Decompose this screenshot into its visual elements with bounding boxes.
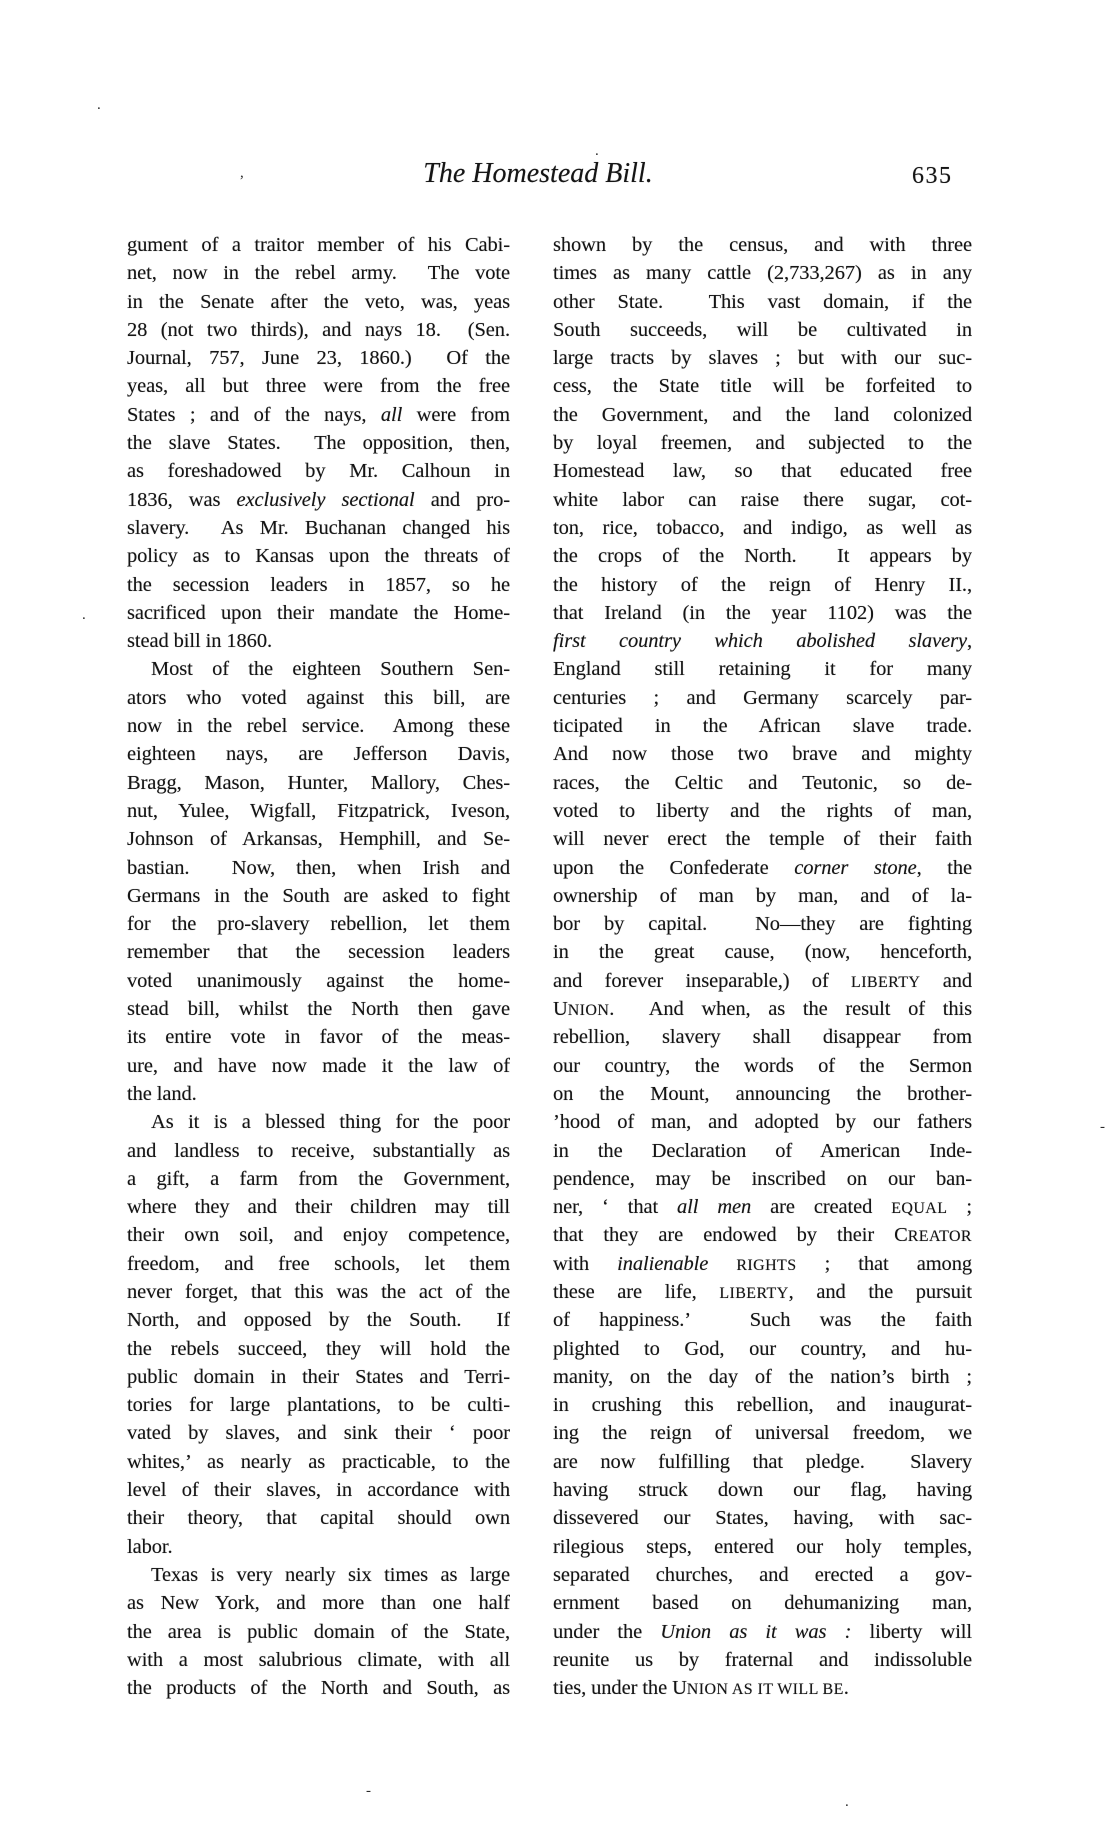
text-run: slavery. As Mr. Buchanan changed his (127, 516, 510, 539)
text-run: pendence, may be inscribed on our ban- (553, 1167, 972, 1190)
text-run (708, 1253, 736, 1275)
small-caps-text-run: NION (567, 1002, 610, 1020)
text-line (553, 1391, 972, 1419)
text-line (553, 1335, 972, 1363)
text-run: cess, the State title will be forfeited to (553, 375, 972, 398)
text-run: Germans in the South are asked to fight (127, 884, 510, 907)
text-run: Bragg, Mason, Hunter, Mallory, Ches- (127, 771, 510, 794)
text-run: . (843, 1677, 849, 1700)
text-run: plighted to God, our country, and hu- (553, 1337, 972, 1360)
text-line (553, 740, 972, 768)
text-line (553, 1052, 972, 1080)
text-run: the slave States. The opposition, then, (127, 432, 510, 455)
small-caps-text-run: EQUAL (891, 1200, 948, 1218)
text-run: Texas is very nearly six times as large (151, 1563, 510, 1586)
scan-speck: . (97, 97, 101, 113)
text-line (127, 571, 510, 599)
text-run: reunite us by fraternal and indissoluble (553, 1648, 972, 1671)
text-line (553, 995, 972, 1023)
text-run: voted unanimously against the home- (127, 969, 510, 992)
scan-speck: . (845, 1794, 849, 1810)
text-run: other State. This vast domain, if the (553, 290, 972, 313)
text-column-right (553, 231, 972, 1702)
text-line (553, 344, 972, 372)
text-run: were from (402, 403, 510, 426)
text-column-left (127, 231, 510, 1702)
text-line (127, 486, 510, 514)
text-run: U (553, 998, 568, 1021)
text-run: having struck down our flag, having (553, 1479, 972, 1502)
text-line (553, 542, 972, 570)
text-run: the secession leaders in 1857, so he (127, 573, 510, 596)
text-run: their theory, that capital should own (127, 1507, 510, 1530)
text-run: ; that among (796, 1252, 972, 1275)
text-run: under the (553, 1620, 661, 1643)
text-line (127, 542, 510, 570)
text-run: stead bill in 1860. (127, 630, 273, 653)
italic-text-run: corner stone (794, 856, 917, 879)
text-line (127, 401, 510, 429)
text-run: rebellion, slavery shall disappear from (553, 1026, 972, 1049)
text-run: separated churches, and erected a gov- (553, 1563, 972, 1586)
text-line (553, 655, 972, 683)
text-run: , the (916, 856, 972, 879)
text-run: ties, under the U (553, 1677, 687, 1700)
text-line (553, 231, 972, 259)
text-run: never forget, that this was the act of the (127, 1280, 510, 1303)
text-run: in the Declaration of American Inde- (553, 1139, 972, 1162)
text-line (127, 1221, 510, 1249)
text-line (127, 1052, 510, 1080)
text-run: 28 (not two thirds), and nays 18. (Sen. (127, 318, 510, 341)
text-line (127, 1023, 510, 1051)
small-caps-text-run: LIBERTY (719, 1284, 789, 1302)
scan-speck: . (82, 607, 86, 623)
text-line (553, 1023, 972, 1051)
text-line (127, 910, 510, 938)
text-line (553, 1193, 972, 1221)
text-run: dissevered our States, having, with sac- (553, 1507, 972, 1530)
text-line (127, 627, 510, 655)
text-run: white labor can raise there sugar, cot- (553, 488, 972, 511)
text-line (553, 401, 972, 429)
text-line (127, 599, 510, 627)
text-line (553, 1419, 972, 1447)
text-run: 1836, was (127, 488, 237, 511)
text-line (127, 1391, 510, 1419)
text-run: on the Mount, announcing the brother- (553, 1082, 972, 1105)
small-caps-text-run: LIBERTY (851, 973, 921, 991)
text-line (127, 344, 510, 372)
text-run: North, and opposed by the South. If (127, 1309, 510, 1332)
text-run: eighteen nays, are Jefferson Davis, (127, 743, 510, 766)
text-run: large tracts by slaves ; but with our suc- (553, 347, 972, 370)
text-run: England still retaining it for many (553, 658, 972, 681)
text-line (127, 938, 510, 966)
text-run: As it is a blessed thing for the poor (151, 1111, 510, 1134)
text-line (553, 1448, 972, 1476)
text-run: races, the Celtic and Teutonic, so de- (553, 771, 972, 794)
text-run: Journal, 757, June 23, 1860.) Of the (127, 347, 510, 370)
text-line (127, 825, 510, 853)
scan-speck: - (1100, 1119, 1105, 1135)
text-run: stead bill, whilst the North then gave (127, 998, 510, 1021)
text-run: yeas, all but three were from the free (127, 375, 510, 398)
text-run: vated by slaves, and sink their ‘ poor (127, 1422, 510, 1445)
text-run: times as many cattle (2,733,267) as in any (553, 262, 972, 285)
text-line (553, 1674, 972, 1702)
text-run: the crops of the North. It appears by (553, 545, 972, 568)
text-line (553, 1137, 972, 1165)
text-line (553, 854, 972, 882)
text-run: that Ireland (in the year 1102) was the (553, 601, 972, 624)
text-line (127, 995, 510, 1023)
text-line (127, 712, 510, 740)
text-run: ators who voted against this bill, are (127, 686, 510, 709)
text-run: and landless to receive, substantially as (127, 1139, 510, 1162)
text-run: , (966, 630, 972, 653)
text-line (127, 259, 510, 287)
text-run: with (553, 1252, 618, 1275)
text-line (127, 1504, 510, 1532)
text-line (553, 457, 972, 485)
text-run: policy as to Kansas upon the threats of (127, 545, 510, 568)
text-line (553, 599, 972, 627)
text-run: ing the reign of universal freedom, we (553, 1422, 972, 1445)
text-line (553, 797, 972, 825)
text-run: whites,’ as nearly as practicable, to the (127, 1450, 510, 1473)
text-line (127, 655, 510, 683)
text-run: ticipated in the African slave trade. (553, 715, 972, 738)
text-line (553, 882, 972, 910)
page-number: 635 (912, 163, 953, 189)
text-line (127, 1250, 510, 1278)
text-line (553, 1561, 972, 1589)
text-line (127, 1363, 510, 1391)
text-run: now in the rebel service. Among these (127, 715, 510, 738)
text-run: ownership of man by man, and of la- (553, 884, 972, 907)
text-run: and pro- (414, 488, 510, 511)
text-line (553, 938, 972, 966)
text-run: are created (751, 1196, 892, 1219)
text-run: voted to liberty and the rights of man, (553, 799, 972, 822)
text-line (127, 1335, 510, 1363)
text-run: the rebels succeed, they will hold the (127, 1337, 510, 1360)
text-run: in the great cause, (now, henceforth, (553, 941, 972, 964)
italic-text-run: Union as it was : (660, 1620, 852, 1643)
text-run: for the pro-slavery rebellion, let them (127, 913, 510, 936)
text-run: sacrificed upon their mandate the Home- (127, 601, 510, 624)
text-line (127, 1080, 510, 1108)
text-run: And now those two brave and mighty (553, 743, 972, 766)
text-line (127, 684, 510, 712)
text-run: shown by the census, and with three (553, 234, 972, 256)
text-run: labor. (127, 1535, 173, 1558)
text-line (127, 854, 510, 882)
text-line (127, 1674, 510, 1702)
text-line (127, 1533, 510, 1561)
text-line (127, 1476, 510, 1504)
scan-speck: . (595, 143, 599, 159)
text-run: rilegious steps, entered our holy temples, (553, 1535, 972, 1558)
text-line (127, 1618, 510, 1646)
text-run: and forever inseparable,) of (553, 969, 852, 992)
running-head-title: The Homestead Bill. (423, 158, 653, 189)
text-run: these are life, (553, 1280, 720, 1303)
text-run: nut, Yulee, Wigfall, Fitzpatrick, Iveson, (127, 799, 510, 822)
small-caps-text-run: NION AS IT WILL BE (686, 1681, 844, 1699)
text-line (553, 1476, 972, 1504)
text-run: ; (947, 1196, 972, 1219)
italic-text-run: all (380, 403, 403, 426)
text-line (127, 288, 510, 316)
scan-speck: , (240, 165, 244, 181)
text-line (127, 457, 510, 485)
text-line (553, 1108, 972, 1136)
text-run: the area is public domain of the State, (127, 1620, 510, 1643)
text-run: States ; and of the nays, (127, 403, 381, 426)
text-line (553, 769, 972, 797)
text-run: their own soil, and enjoy competence, (127, 1224, 510, 1247)
text-line (553, 1504, 972, 1532)
text-line (553, 967, 972, 995)
text-line (553, 1618, 972, 1646)
text-run: ure, and have now made it the law of (127, 1054, 510, 1077)
text-run: with a most salubrious climate, with all (127, 1648, 510, 1671)
text-line (553, 571, 972, 599)
text-line (127, 1165, 510, 1193)
text-line (553, 429, 972, 457)
text-run: , and the pursuit (788, 1280, 972, 1303)
text-line (553, 910, 972, 938)
text-line (127, 769, 510, 797)
text-run: of happiness.’ Such was the faith (553, 1309, 972, 1332)
text-run: . And when, as the result of this (609, 998, 972, 1021)
text-run: net, now in the rebel army. The vote (127, 262, 510, 285)
text-line (553, 1278, 972, 1306)
text-line (127, 1306, 510, 1334)
text-line (127, 231, 510, 259)
text-run: in the Senate after the veto, was, yeas (127, 290, 510, 313)
text-line (553, 316, 972, 344)
text-run: in crushing this rebellion, and inaugurat- (553, 1394, 972, 1417)
text-run: public domain in their States and Terri- (127, 1365, 510, 1388)
text-run: freedom, and free schools, let them (127, 1252, 510, 1275)
italic-text-run: first country which abolished slavery (553, 630, 967, 653)
text-run: Johnson of Arkansas, Hemphill, and Se- (127, 828, 510, 851)
text-run: gument of a traitor member of his Cabi- (127, 234, 510, 256)
text-run: its entire vote in favor of the meas- (127, 1026, 510, 1049)
small-caps-text-run: REATOR (907, 1228, 972, 1246)
text-run: the products of the North and South, as (127, 1677, 510, 1700)
text-line (553, 372, 972, 400)
text-run: centuries ; and Germany scarcely par- (553, 686, 972, 709)
text-line (127, 514, 510, 542)
text-run: tories for large plantations, to be culti- (127, 1394, 510, 1417)
scan-speck: - (366, 1783, 371, 1799)
text-run: a gift, a farm from the Government, (127, 1167, 510, 1190)
text-line (553, 1589, 972, 1617)
text-run: ner, ‘ that (553, 1196, 678, 1219)
text-run: manity, on the day of the nation’s birth ; (553, 1365, 972, 1388)
text-run: ’hood of man, and adopted by our fathers (553, 1111, 972, 1134)
text-run: where they and their children may till (127, 1196, 510, 1219)
text-line (553, 825, 972, 853)
text-line (127, 967, 510, 995)
text-line (553, 684, 972, 712)
text-run: ernment based on dehumanizing man, (553, 1592, 972, 1615)
text-run: level of their slaves, in accordance with (127, 1479, 510, 1502)
text-line (553, 288, 972, 316)
text-run: and (920, 969, 972, 992)
text-line (553, 627, 972, 655)
text-line (127, 372, 510, 400)
text-line (127, 1646, 510, 1674)
text-run: ton, rice, tobacco, and indigo, as well as (553, 516, 972, 539)
text-line (127, 1137, 510, 1165)
text-line (553, 1306, 972, 1334)
text-run: that they are endowed by their C (553, 1224, 908, 1247)
italic-text-run: inalienable (617, 1252, 709, 1275)
text-line (553, 1533, 972, 1561)
text-line (127, 1419, 510, 1447)
text-run: liberty will (851, 1620, 972, 1643)
text-line (127, 1193, 510, 1221)
text-line (127, 882, 510, 910)
text-line (127, 1448, 510, 1476)
text-line (127, 1561, 510, 1589)
text-line (127, 429, 510, 457)
text-run: the history of the reign of Henry II., (553, 573, 972, 596)
text-line (127, 1589, 510, 1617)
text-line (553, 1221, 972, 1249)
text-line (127, 1108, 510, 1136)
text-line (127, 1278, 510, 1306)
text-run: as foreshadowed by Mr. Calhoun in (127, 460, 510, 483)
text-run: the Government, and the land colonized (553, 403, 972, 426)
text-line (553, 1250, 972, 1278)
text-line (553, 1165, 972, 1193)
text-run: Most of the eighteen Southern Sen- (151, 658, 510, 681)
text-line (553, 486, 972, 514)
text-run: bastian. Now, then, when Irish and (127, 856, 510, 879)
text-line (127, 797, 510, 825)
text-line (553, 712, 972, 740)
text-line (553, 1646, 972, 1674)
text-run: South succeeds, will be cultivated in (553, 318, 972, 341)
text-line (127, 740, 510, 768)
text-line (127, 316, 510, 344)
text-run: as New York, and more than one half (127, 1592, 510, 1615)
italic-text-run: all men (677, 1196, 752, 1219)
text-run: will never erect the temple of their faith (553, 828, 972, 851)
text-line (553, 514, 972, 542)
text-run: bor by capital. No—they are fighting (553, 913, 972, 936)
text-run: are now fulfilling that pledge. Slavery (553, 1450, 972, 1473)
text-line (553, 1080, 972, 1108)
text-run: by loyal freemen, and subjected to the (553, 432, 972, 455)
small-caps-text-run: RIGHTS (736, 1256, 797, 1274)
text-run: the land. (127, 1082, 197, 1105)
text-line (553, 259, 972, 287)
italic-text-run: exclusively sectional (236, 488, 415, 511)
text-run: upon the Confederate (553, 856, 795, 879)
text-line (553, 1363, 972, 1391)
text-run: Homestead law, so that educated free (553, 460, 972, 483)
text-run: our country, the words of the Sermon (553, 1054, 972, 1077)
text-run: remember that the secession leaders (127, 941, 510, 964)
